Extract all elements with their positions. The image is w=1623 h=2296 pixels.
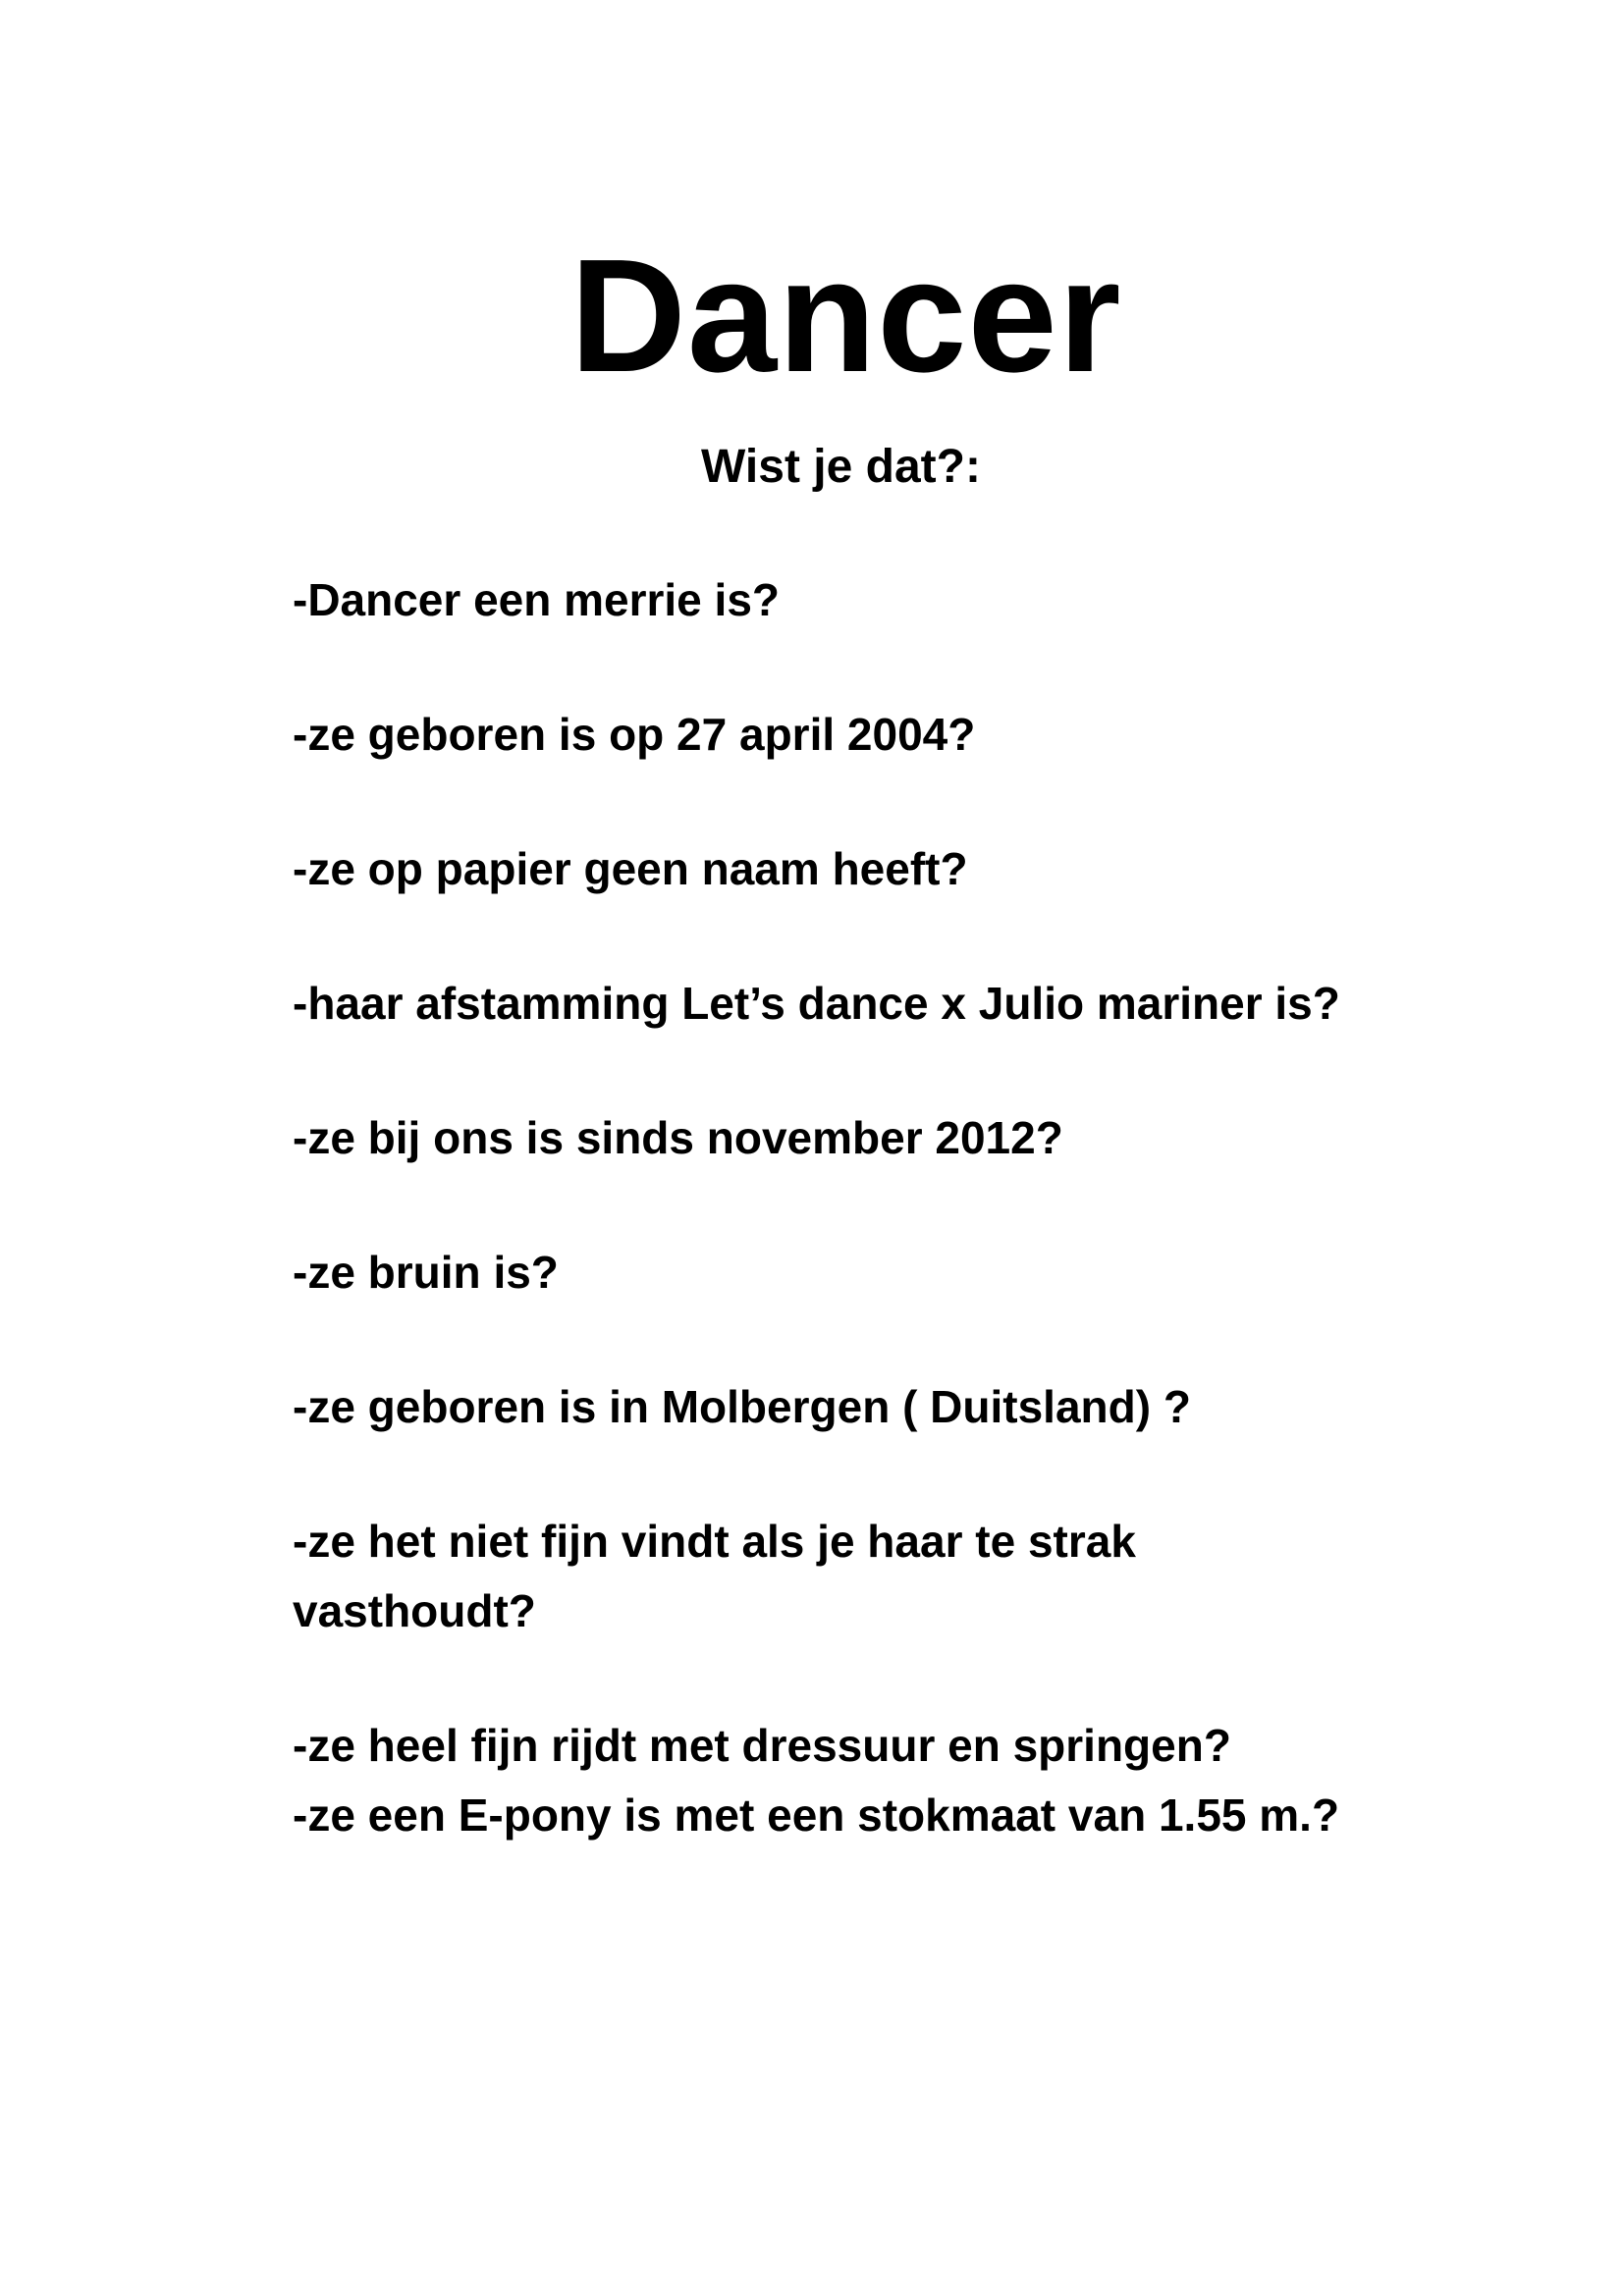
fact-line: -Dancer een merrie is?	[293, 574, 781, 625]
page-subtitle: Wist je dat?:	[701, 441, 981, 493]
fact-line: -ze het niet fijn vindt als je haar te strak	[293, 1516, 1136, 1567]
fact-line: -ze heel fijn rijdt met dressuur en springen?	[293, 1720, 1231, 1771]
fact-line: -ze geboren is op 27 april 2004?	[293, 709, 976, 760]
fact-line: -ze bruin is?	[293, 1247, 559, 1298]
fact-line: -ze bij ons is sinds november 2012?	[293, 1112, 1063, 1163]
fact-line: -ze op papier geen naam heeft?	[293, 843, 968, 894]
fact-line: -haar afstamming Let’s dance x Julio mariner is?	[293, 978, 1340, 1029]
fact-line: -ze een E-pony is met een stokmaat van 1.55 m.?	[293, 1789, 1340, 1841]
page-title: Dancer	[569, 226, 1122, 405]
fact-line: -ze geboren is in Molbergen ( Duitsland) ?	[293, 1381, 1191, 1432]
fact-line-continuation: vasthoudt?	[293, 1585, 536, 1636]
